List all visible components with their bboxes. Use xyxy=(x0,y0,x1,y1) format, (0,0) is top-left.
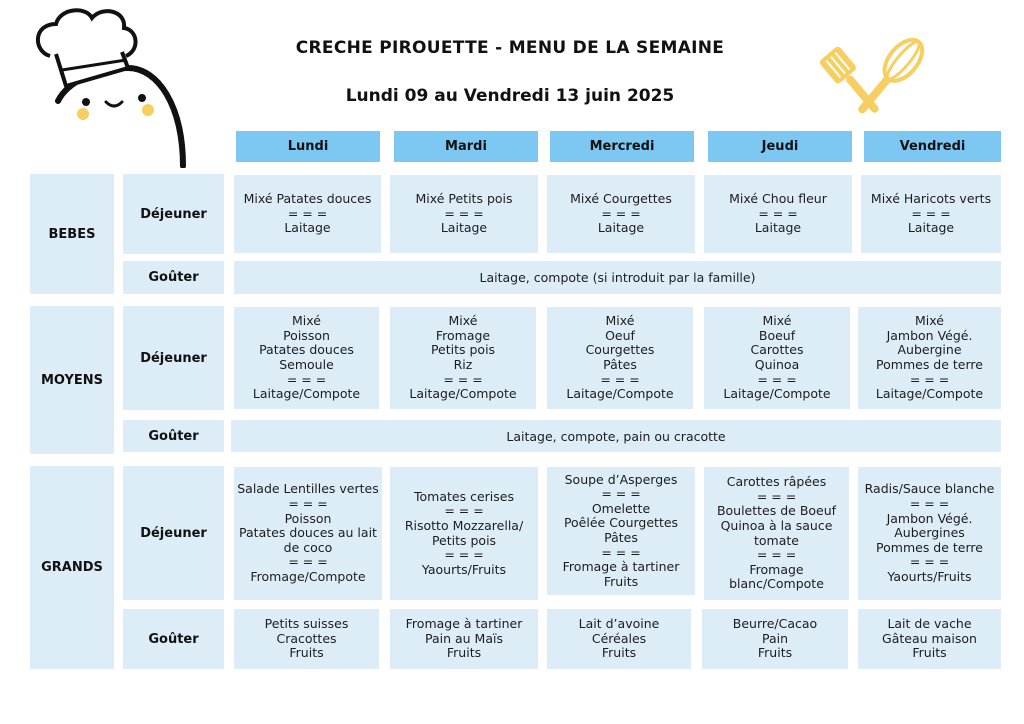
meal-label-dejeuner: Déjeuner xyxy=(123,306,224,410)
day-header-jeudi: Jeudi xyxy=(708,131,852,162)
menu-cell: Salade Lentilles vertes = = = Poisson Patates douces au lait de coco = = = Fromage/Compote xyxy=(234,467,382,600)
menu-cell: Mixé Petits pois = = = Laitage xyxy=(390,175,538,253)
menu-cell: Fromage à tartiner Pain au Maïs Fruits xyxy=(390,609,538,669)
meal-label-gouter: Goûter xyxy=(123,609,224,669)
gouter-cell: Laitage, compote (si introduit par la famille) xyxy=(234,261,1001,294)
day-header-mardi: Mardi xyxy=(394,131,538,162)
gouter-cell: Laitage, compote, pain ou cracotte xyxy=(231,420,1001,452)
group-label-bebes: BEBES xyxy=(30,174,114,294)
menu-cell: Radis/Sauce blanche = = = Jambon Végé. Aubergines Pommes de terre = = = Yaourts/Fruits xyxy=(858,467,1001,600)
menu-cell: Petits suisses Cracottes Fruits xyxy=(234,609,379,669)
utensils-icon xyxy=(808,10,928,114)
menu-cell: Mixé Courgettes = = = Laitage xyxy=(547,175,695,253)
menu-cell: Mixé Chou fleur = = = Laitage xyxy=(704,175,852,253)
menu-cell: Mixé Oeuf Courgettes Pâtes = = = Laitage/Compote xyxy=(547,307,693,409)
meal-label-gouter: Goûter xyxy=(123,261,224,294)
day-header-vendredi: Vendredi xyxy=(864,131,1001,162)
week-dates: Lundi 09 au Vendredi 13 juin 2025 xyxy=(345,86,675,106)
menu-cell: Beurre/Cacao Pain Fruits xyxy=(702,609,848,669)
menu-cell: Lait de vache Gâteau maison Fruits xyxy=(858,609,1001,669)
menu-cell: Mixé Haricots verts = = = Laitage xyxy=(861,175,1001,253)
menu-cell: Tomates cerises = = = Risotto Mozzarella/ Petits pois = = = Yaourts/Fruits xyxy=(390,467,538,600)
meal-label-dejeuner: Déjeuner xyxy=(123,466,224,600)
chef-mascot-icon xyxy=(28,6,198,168)
group-label-grands: GRANDS xyxy=(30,466,114,669)
menu-cell: Mixé Jambon Végé. Aubergine Pommes de terre = = = Laitage/Compote xyxy=(858,307,1001,409)
page-title: CRECHE PIROUETTE - MENU DE LA SEMAINE xyxy=(295,38,725,58)
meal-label-gouter: Goûter xyxy=(123,420,224,452)
menu-cell: Mixé Boeuf Carottes Quinoa = = = Laitage/Compote xyxy=(704,307,850,409)
menu-cell: Mixé Poisson Patates douces Semoule = = = Laitage/Compote xyxy=(234,307,379,409)
day-header-mercredi: Mercredi xyxy=(550,131,694,162)
menu-cell: Soupe d’Asperges = = = Omelette Poêlée Courgettes Pâtes = = = Fromage à tartiner Fruits xyxy=(547,467,695,595)
group-label-moyens: MOYENS xyxy=(30,306,114,454)
day-header-lundi: Lundi xyxy=(236,131,380,162)
menu-cell: Mixé Fromage Petits pois Riz = = = Laitage/Compote xyxy=(390,307,536,409)
menu-cell: Lait d’avoine Céréales Fruits xyxy=(547,609,691,669)
menu-cell: Mixé Patates douces = = = Laitage xyxy=(234,175,381,253)
menu-cell: Carottes râpées = = = Boulettes de Boeuf Quinoa à la sauce tomate = = = Fromage blanc/Compote xyxy=(704,467,849,600)
meal-label-dejeuner: Déjeuner xyxy=(123,174,224,254)
